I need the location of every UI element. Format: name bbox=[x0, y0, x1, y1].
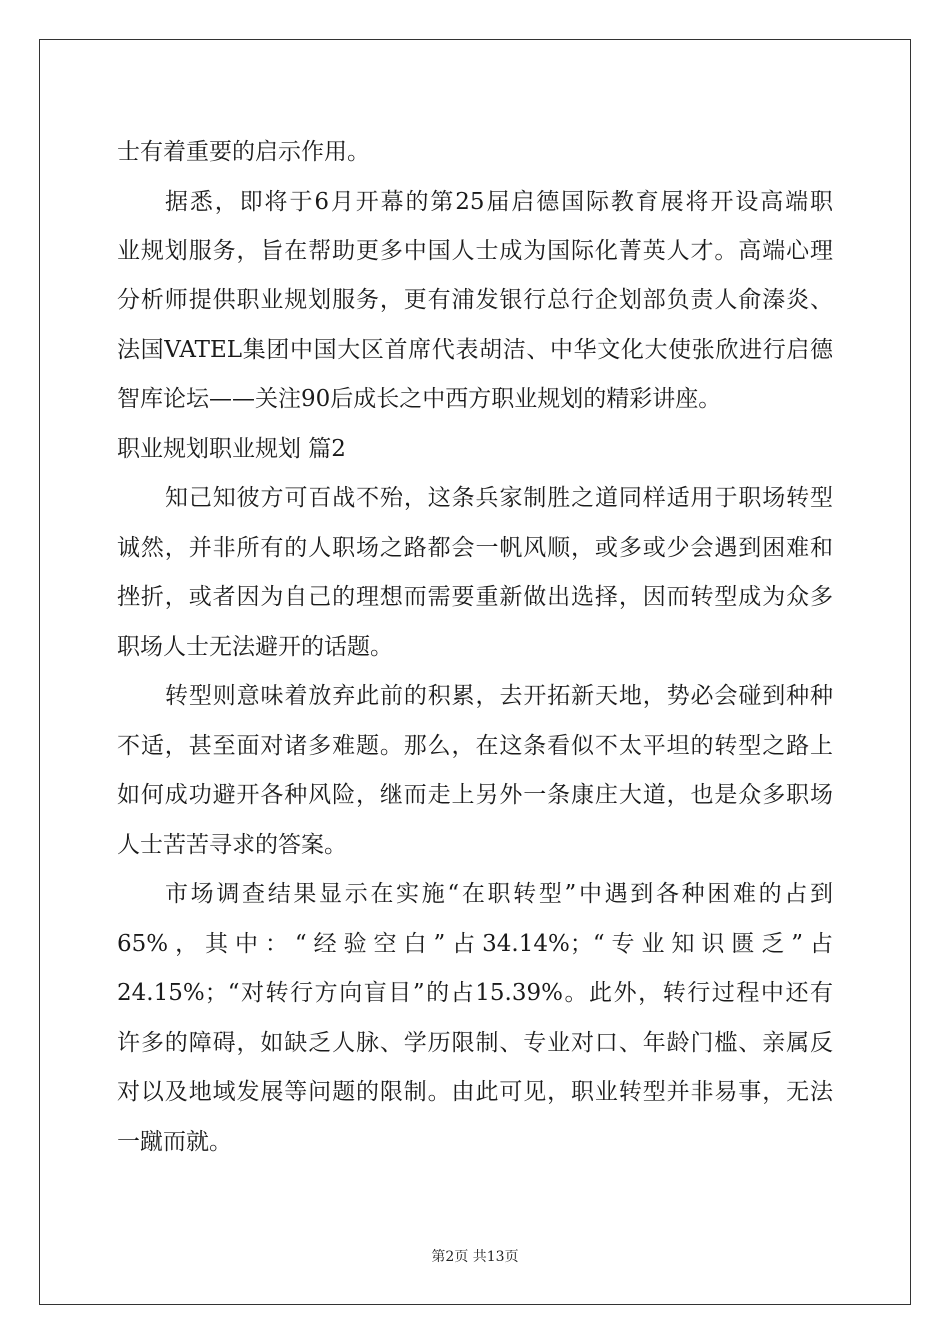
text-line-3: 业规划服务，旨在帮助更多中国人士成为国际化菁英人才。高端心理 bbox=[117, 238, 833, 264]
page-footer: 第2页 共13页 bbox=[431, 1249, 519, 1265]
text-line-17: 65%，其中：“经验空白”占34.14%；“专业知识匮乏”占 bbox=[117, 931, 833, 957]
text-line-18: 24.15%；“对转行方向盲目”的占15.39%。此外，转行过程中还有 bbox=[117, 980, 833, 1006]
text-line-15: 人士苦苦寻求的答案。 bbox=[117, 832, 347, 858]
text-line-12: 转型则意味着放弃此前的积累，去开拓新天地，势必会碰到种种 bbox=[165, 683, 833, 709]
text-line-11: 职场人士无法避开的话题。 bbox=[117, 634, 393, 660]
text-line-6: 智库论坛——关注90后成长之中西方职业规划的精彩讲座。 bbox=[117, 386, 722, 412]
text-line-8: 知己知彼方可百战不殆，这条兵家制胜之道同样适用于职场转型 bbox=[165, 485, 833, 511]
text-line-1: 士有着重要的启示作用。 bbox=[117, 139, 370, 165]
text-line-5: 法国VATEL集团中国大区首席代表胡洁、中华文化大使张欣进行启德 bbox=[117, 337, 833, 363]
text-line-19: 许多的障碍，如缺乏人脉、学历限制、专业对口、年龄门槛、亲属反 bbox=[117, 1030, 833, 1056]
text-line-21: 一蹴而就。 bbox=[117, 1129, 232, 1155]
page-border bbox=[39, 39, 911, 1305]
text-line-2: 据悉，即将于6月开幕的第25届启德国际教育展将开设高端职 bbox=[165, 189, 833, 215]
text-line-13: 不适，甚至面对诸多难题。那么，在这条看似不太平坦的转型之路上 bbox=[117, 733, 833, 759]
text-line-20: 对以及地域发展等问题的限制。由此可见，职业转型并非易事，无法 bbox=[117, 1079, 833, 1105]
text-line-14: 如何成功避开各种风险，继而走上另外一条康庄大道，也是众多职场 bbox=[117, 782, 833, 808]
section-heading: 职业规划职业规划 篇2 bbox=[117, 436, 346, 462]
text-line-10: 挫折，或者因为自己的理想而需要重新做出选择，因而转型成为众多 bbox=[117, 584, 833, 610]
text-line-4: 分析师提供职业规划服务，更有浦发银行总行企划部负责人俞溱炎、 bbox=[117, 287, 833, 313]
text-line-9: 诚然，并非所有的人职场之路都会一帆风顺，或多或少会遇到困难和 bbox=[117, 535, 833, 561]
text-line-16: 市场调查结果显示在实施“在职转型”中遇到各种困难的占到 bbox=[165, 881, 833, 907]
